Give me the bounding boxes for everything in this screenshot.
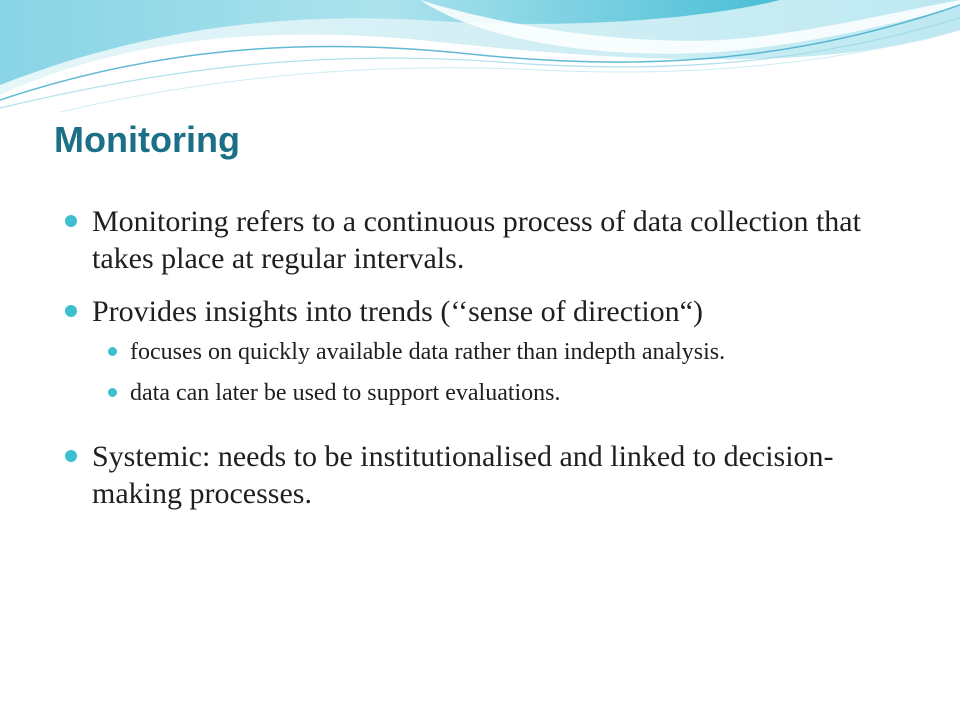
slide-title: Monitoring	[54, 119, 240, 160]
bullet-dot-icon	[65, 450, 77, 462]
sub-bullet-dot-icon	[108, 347, 117, 356]
header-wave-decoration	[0, 0, 960, 115]
sub-bullet-list	[92, 335, 903, 410]
bullet-item	[63, 438, 903, 512]
bullet-list	[63, 203, 903, 512]
bullet-dot-icon	[65, 215, 77, 227]
sub-bullet-item	[92, 376, 903, 410]
bullet-text: Provides insights into trends (‘‘sense of direction“)	[92, 295, 703, 328]
bullet-item	[63, 293, 903, 410]
bullet-text: Monitoring refers to a continuous process of data collection that takes place at regular intervals.	[92, 205, 861, 275]
sub-bullet-text: focuses on quickly available data rather than indepth analysis.	[130, 339, 726, 365]
sub-bullet-item	[92, 335, 903, 369]
sub-bullet-dot-icon	[108, 388, 117, 397]
bullet-item	[63, 203, 903, 277]
bullet-text: Systemic: needs to be institutionalised and linked to decision-making processes.	[92, 440, 834, 510]
sub-bullet-text: data can later be used to support evaluations.	[130, 380, 561, 406]
bullet-dot-icon	[65, 305, 77, 317]
